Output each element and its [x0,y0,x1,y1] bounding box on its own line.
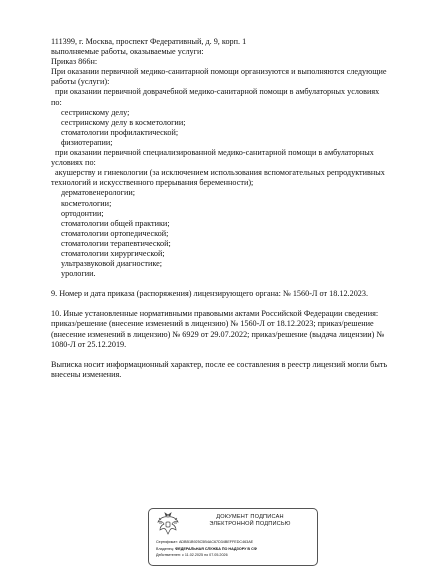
service-item: стоматологии общей практики; [61,218,170,228]
validity-period: Действителен: с 11.02.2025 по 07.05.2026 [156,553,228,557]
service-item: косметологии; [61,198,112,208]
coat-of-arms-icon [155,512,181,536]
electronic-signature-stamp [148,508,318,566]
order-reference: Приказ 866н: [51,57,98,67]
stamp-title-line: ЭЛЕКТРОННОЙ ПОДПИСЬЮ [209,521,291,527]
disclaimer: внесены изменения. [51,369,122,379]
text-line: 1080-Л от 25.12.2019. [51,339,127,349]
service-item: физиотерапии; [61,137,113,147]
service-item: стоматологии терапевтической; [61,238,171,248]
service-item: урологии. [61,269,96,279]
text-line: работы (услуги): [51,77,110,87]
stamp-title-line: ДОКУМЕНТ ПОДПИСАН [216,514,284,520]
document-body [51,37,401,380]
stamp-details [156,539,316,559]
service-item: ортодонтии; [61,208,104,218]
text-line: технологий и искусственного прерывания беременности); [51,178,254,188]
section-10: 10. Иные установленные нормативными правовыми актами Российской Федерации сведения: [51,309,379,319]
services-heading: выполняемые работы, оказываемые услуги: [51,47,204,57]
service-item: стоматологии хирургической; [61,248,165,258]
text-line: приказ/решение (внесение изменений в лицензию) № 1560-Л от 18.12.2023; приказ/решение [51,319,374,329]
service-item: сестринскому делу в косметологии; [61,117,186,127]
text-line: при оказании первичной специализированной медико-санитарной помощи в амбулаторных [55,148,374,158]
service-item: стоматологии ортопедической; [61,228,169,238]
owner-label: Владелец: [156,546,175,551]
text-line: (внесение изменений в лицензию) № 6929 от 29.07.2022; приказ/решение (выдача лицензии) № [51,329,385,339]
text-line: При оказании первичной медико-санитарной помощи организуются и выполняются следующие [51,67,387,77]
service-item: акушерству и гинекологии (за исключением использования вспомогательных репродуктивных [55,168,385,178]
stamp-title [185,514,315,528]
text-line: по: [51,97,62,107]
service-item: сестринскому делу; [61,107,130,117]
text-line: условиях по: [51,158,96,168]
section-9: 9. Номер и дата приказа (распоряжения) лицензирующего органа: № 1560-Л от 18.12.2023. [51,289,369,299]
disclaimer: Выписка носит информационный характер, после ее составления в реестр лицензий могли быть [51,359,388,369]
owner-name: ФЕДЕРАЛЬНАЯ СЛУЖБА ПО НАДЗОРУ В СФ [175,546,257,551]
service-item: дерматовенерологии; [61,188,136,198]
certificate-number: ADBB1B925C5B4AC67D34BEFFEDC463AE [178,540,254,544]
address-line: 111399, г. Москва, проспект Федеративный, д. 9, корп. 1 [51,37,247,46]
service-item: ультразвуковой диагностике; [61,259,163,269]
service-item: стоматологии профилактической; [61,127,179,137]
certificate-label: Сертификат: [156,540,178,544]
text-line: при оказании первичной доврачебной медико-санитарной помощи в амбулаторных условиях [55,87,380,97]
